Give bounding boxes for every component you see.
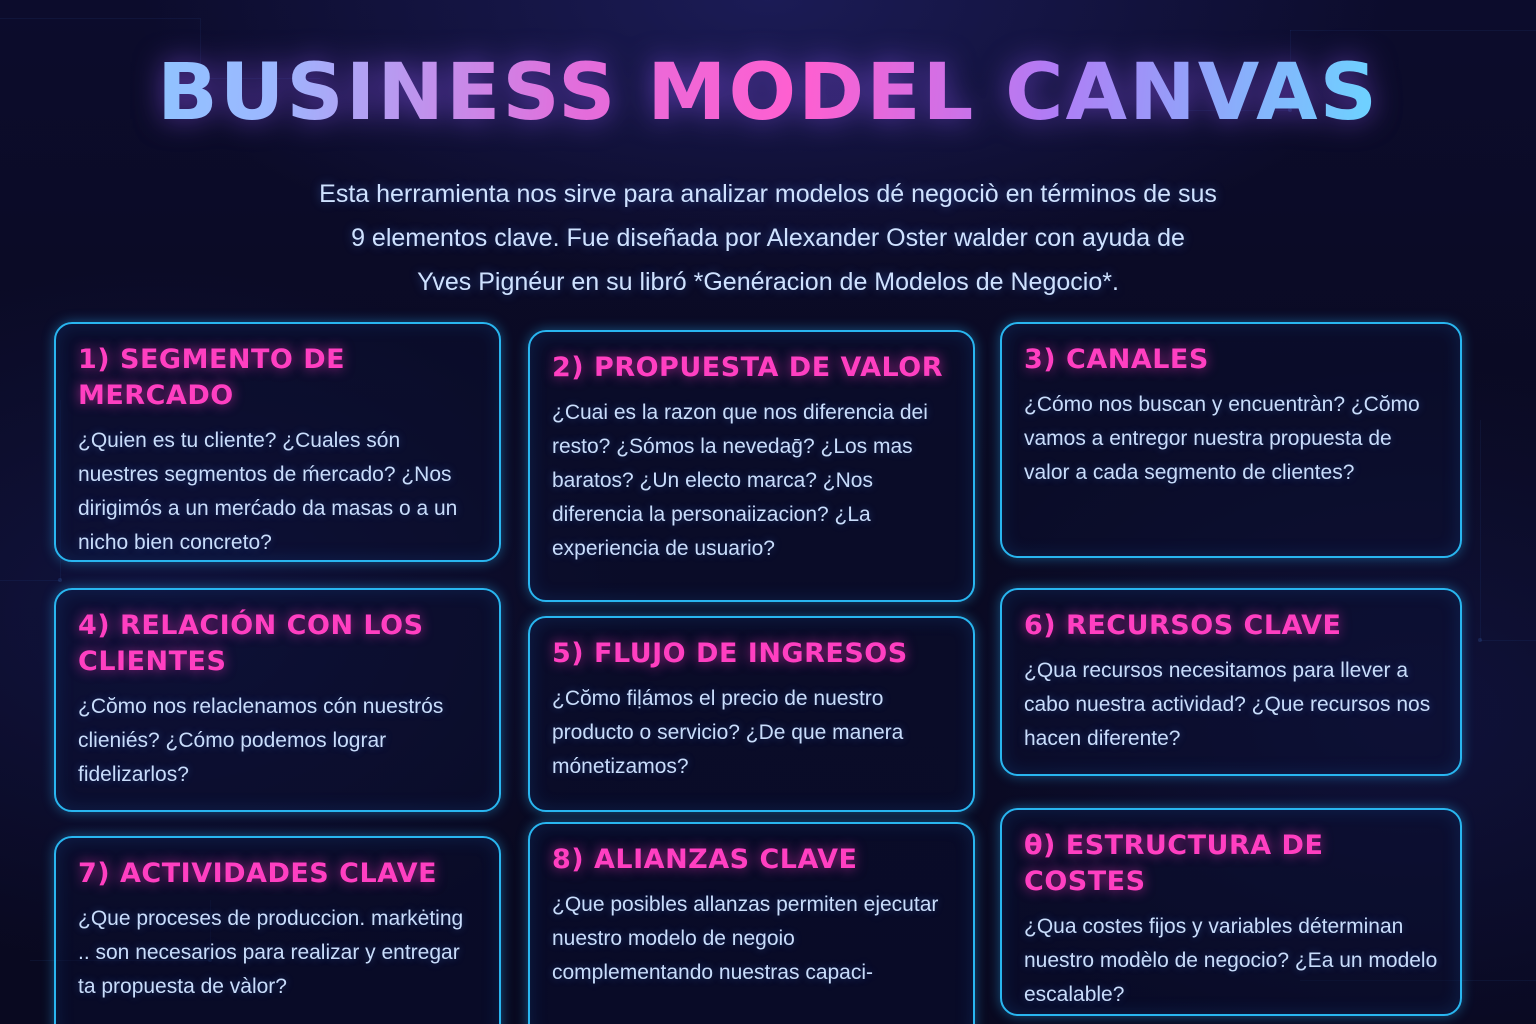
canvas-block-alianzas-clave: [528, 822, 975, 1024]
canvas-block-body: ¿Que posibles allanzas permiten ejecutar nuestro modelo de negoio complementando nuestras capaci-: [552, 893, 939, 984]
canvas-block-title: 2) PROPUESTA DE VALOR: [552, 352, 943, 383]
canvas-block-recursos-clave: [1000, 588, 1462, 776]
canvas-block-title: 4) RELACIÓN CON LOS CLIENTES: [78, 610, 424, 677]
canvas-block-title: 8) ALIANZAS CLAVE: [552, 844, 858, 875]
page-title: BUSINESS MODEL CANVAS: [0, 54, 1536, 132]
canvas-block-body: ¿Qua recursos necesitamos para llever a cabo nuestra actividad? ¿Que recursos nos hacen diferente?: [1024, 659, 1431, 750]
canvas-block-title: 3) CANALES: [1024, 344, 1209, 375]
canvas-block-title: θ) ESTRUCTURA DE COSTES: [1024, 830, 1324, 897]
canvas-block-title: 5) FLUJO DE INGRESOS: [552, 638, 908, 669]
canvas-block-title: 7) ACTIVIDADES CLAVE: [78, 858, 438, 889]
canvas-block-body: ¿Cuai es la razon que nos diferencia dei resto? ¿Sómos la nevedaḡ? ¿Los mas baratos? ¿Un electo marca? ¿Nos diferencia la personaiizacion? ¿La experiencia de usuario?: [552, 401, 928, 560]
page-subtitle: [218, 172, 1318, 304]
canvas-block-title: 1) SEGMENTO DE MERCADO: [78, 344, 346, 411]
canvas-block-actividades-clave: [54, 836, 501, 1024]
canvas-block-relacion-con-los-clientes: [54, 588, 501, 812]
canvas-block-body: ¿Que proceses de produccion. markėting .. son necesarios para realizar y entregar ta propuesta de vàlor?: [78, 907, 464, 998]
canvas-block-title: 6) RECURSOS CLAVE: [1024, 610, 1342, 641]
canvas-block-body: ¿Cómo nos buscan y encuentràn? ¿Cŏmo vamos a entregor nuestra propuesta de valor a cada segmento de clientes?: [1024, 393, 1420, 484]
canvas-block-body: ¿Cŏmo fiḷámos el precio de nuestro producto o servicio? ¿De que manera mónetizamos?: [552, 687, 904, 778]
canvas-block-propuesta-de-valor: [528, 330, 975, 602]
canvas-block-body: ¿Cŏmo nos relaclenamos cón nuestrós clieniés? ¿Cómo podemos lograr fidelizarlos?: [78, 695, 444, 786]
canvas-block-body: ¿Qua costes fijos y variables déterminan nuestro modèlo de negocio? ¿Ea un modelo escalable?: [1024, 915, 1438, 1006]
subtitle-line-1: Esta herramienta nos sirve para analizar modelos dé negociò en términos de sus: [319, 180, 1217, 208]
canvas-block-canales: [1000, 322, 1462, 558]
canvas-block-segmento-de-mercado: [54, 322, 501, 562]
subtitle-line-2: 9 elementos clave. Fue diseñada por Alexander Oster walder con ayuda de: [351, 224, 1185, 252]
subtitle-line-3: Yves Pignéur en su libró *Genéracion de Modelos de Negocio*.: [417, 268, 1119, 296]
canvas-block-body: ¿Quien es tu cliente? ¿Cuales són nuestres segmentos de ḿercado? ¿Nos dirigimós a un merćado da masas o a un nicho bien concreto?: [78, 429, 458, 554]
canvas-block-flujo-de-ingresos: [528, 616, 975, 812]
canvas-block-estructura-de-costes: [1000, 808, 1462, 1016]
